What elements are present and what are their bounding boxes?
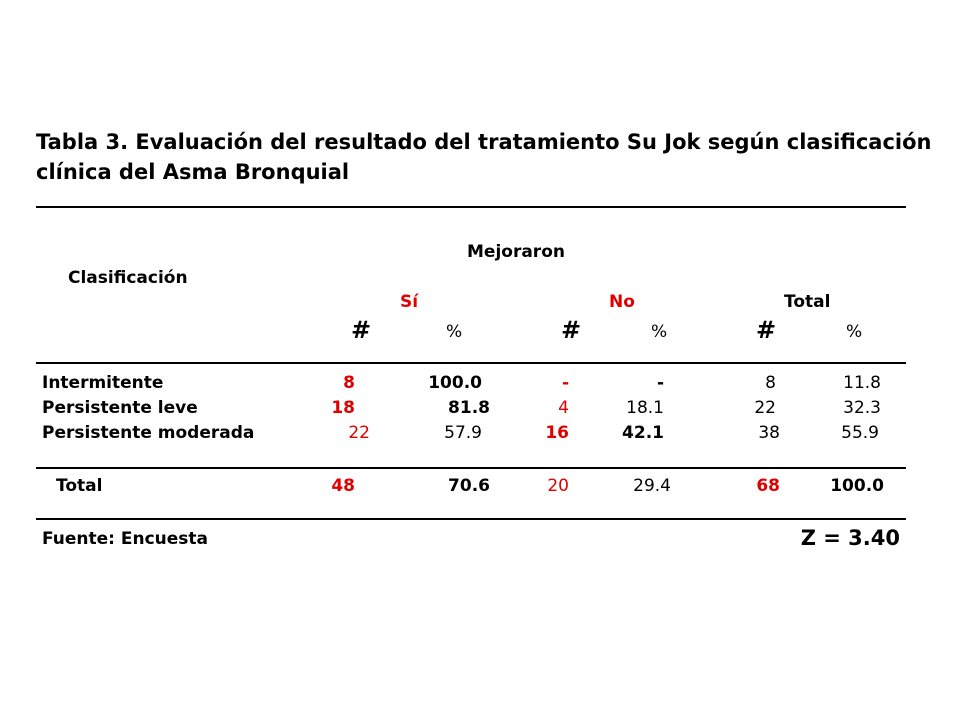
cell-total-count: 38 [758, 423, 780, 443]
col-header-no: No [609, 292, 635, 312]
z-statistic: Z = 3.40 [800, 526, 900, 550]
cell-si-count: 22 [348, 423, 370, 443]
cell-si-count: 18 [331, 398, 355, 418]
rule-body-bottom [36, 467, 906, 469]
row-label: Persistente leve [42, 398, 198, 418]
total-no-count: 20 [547, 476, 569, 496]
table-title [36, 127, 932, 187]
total-si-percent: 70.6 [448, 476, 490, 496]
cell-no-percent: 42.1 [622, 423, 664, 443]
col-header-si: Sí [400, 292, 419, 312]
cell-no-count: 4 [558, 398, 569, 418]
rule-top [36, 206, 906, 208]
group-header-mejoraron: Mejoraron [467, 242, 565, 262]
cell-total-percent: 11.8 [843, 373, 881, 393]
row-label: Persistente moderada [42, 423, 255, 443]
subheader-si-percent: % [446, 322, 463, 342]
table-title-line-1: Tabla 3. Evaluación del resultado del tratamiento Su Jok según clasificación [36, 130, 932, 154]
cell-no-count: - [561, 373, 569, 393]
cell-total-percent: 32.3 [843, 398, 881, 418]
subheader-no-percent: % [651, 322, 668, 342]
cell-si-percent: 57.9 [444, 423, 482, 443]
cell-total-count: 8 [765, 373, 776, 393]
cell-si-count: 8 [343, 373, 355, 393]
subheader-total-percent: % [846, 322, 863, 342]
total-label: Total [56, 476, 103, 496]
total-total-percent: 100.0 [830, 476, 884, 496]
total-si-count: 48 [331, 476, 355, 496]
cell-no-percent: - [656, 373, 664, 393]
cell-no-count: 16 [545, 423, 569, 443]
source-note: Fuente: Encuesta [42, 529, 209, 549]
total-total-count: 68 [756, 476, 780, 496]
subheader-si-count: # [351, 316, 372, 344]
table-title-line-2: clínica del Asma Bronquial [36, 160, 350, 184]
cell-no-percent: 18.1 [626, 398, 664, 418]
col-header-total: Total [784, 292, 831, 312]
rule-header-bottom [36, 362, 906, 364]
cell-total-count: 22 [754, 398, 776, 418]
row-label: Intermitente [42, 373, 164, 393]
total-no-percent: 29.4 [633, 476, 671, 496]
rule-bottom [36, 518, 906, 520]
subheader-total-count: # [756, 316, 777, 344]
subheader-no-count: # [561, 316, 582, 344]
cell-si-percent: 81.8 [448, 398, 490, 418]
cell-si-percent: 100.0 [428, 373, 482, 393]
cell-total-percent: 55.9 [841, 423, 879, 443]
row-header-clasificacion: Clasificación [68, 268, 188, 288]
